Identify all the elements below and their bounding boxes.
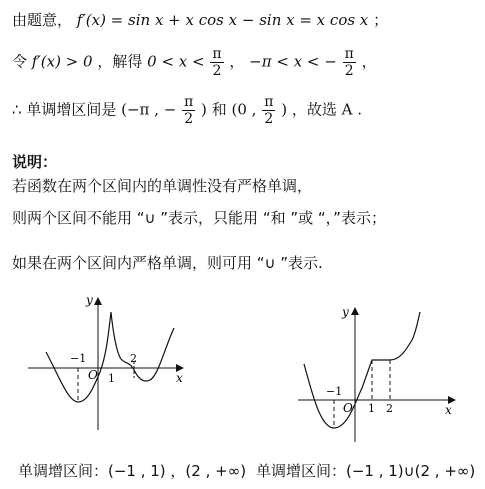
fraction-pi-over-2	[343, 46, 356, 79]
fraction-pi-over-2	[262, 94, 275, 127]
note-line-1: 若函数在两个区间内的单调性没有严格单调，	[12, 177, 313, 195]
graph-right	[290, 300, 465, 450]
note-title: 说明：	[12, 153, 58, 171]
conclusion-and: 和	[211, 100, 227, 119]
y-axis-label: y	[342, 305, 349, 319]
derivative-expression: f′(x) = sin x + x cos x − sin x = x cos x	[76, 11, 369, 29]
graph-left	[18, 290, 198, 440]
x-axis-label: x	[445, 403, 452, 417]
interval-2-open: (0 ,	[231, 100, 257, 119]
caption-left: 单调增区间：(−1 , 1) ，(2 , +∞)	[18, 462, 247, 480]
solve-end: ，	[361, 52, 377, 71]
fraction-denominator: 2	[264, 111, 274, 127]
solve-separator: ，	[229, 52, 245, 71]
fraction-pi-over-2	[210, 46, 223, 79]
solve-mid: ，解得	[97, 52, 143, 71]
derivation-end: ；	[373, 11, 389, 29]
tick-label-neg1: −1	[70, 352, 87, 365]
solution-b-left: −π < x < −	[249, 52, 337, 71]
y-axis-label: y	[86, 293, 93, 307]
derivation-prefix: 由题意，	[12, 11, 73, 29]
tick-label-2: 2	[386, 402, 393, 415]
solution-a-left: 0 < x <	[147, 52, 205, 71]
conclusion-text-1: 单调增区间是	[26, 100, 117, 119]
origin-label: O	[88, 368, 98, 382]
tick-label-1: 1	[368, 402, 375, 415]
fraction-denominator: 2	[212, 63, 222, 79]
derivation-line	[12, 10, 388, 30]
conclusion-line	[12, 94, 362, 127]
x-axis-label: x	[176, 371, 183, 385]
caption-right: 单调增区间：(−1 , 1)∪(2 , +∞)	[256, 462, 476, 480]
fraction-denominator: 2	[184, 111, 194, 127]
tick-label-2: 2	[130, 352, 137, 365]
fraction-numerator: π	[264, 94, 274, 110]
function-curve	[304, 312, 420, 428]
solve-inequality: f′(x) > 0	[31, 52, 93, 71]
tick-label-neg1: −1	[326, 385, 343, 398]
fraction-pi-over-2	[182, 94, 195, 127]
solve-line	[12, 46, 377, 79]
function-curve	[46, 312, 174, 402]
fraction-denominator: 2	[344, 63, 354, 79]
origin-label: O	[343, 401, 353, 415]
interval-1-close: )	[201, 100, 207, 119]
fraction-numerator: π	[344, 46, 354, 62]
conclusion-text-2: ，故选	[291, 100, 337, 119]
therefore-symbol: ∴	[12, 100, 22, 119]
answer-choice: A	[341, 100, 353, 119]
fraction-numerator: π	[184, 94, 194, 110]
note-line-2: 则两个区间不能用 “∪ ”表示，只能用 “和 ”或 “，”表示；	[12, 209, 386, 227]
tick-label-1: 1	[108, 372, 115, 385]
note-line-3: 如果在两个区间内严格单调，则可用 “∪ ”表示.	[12, 254, 323, 272]
solve-prefix: 令	[12, 52, 28, 71]
interval-1-open: (−π , −	[121, 100, 177, 119]
fraction-numerator: π	[212, 46, 222, 62]
conclusion-end: .	[357, 100, 363, 119]
interval-2-close: )	[281, 100, 288, 119]
